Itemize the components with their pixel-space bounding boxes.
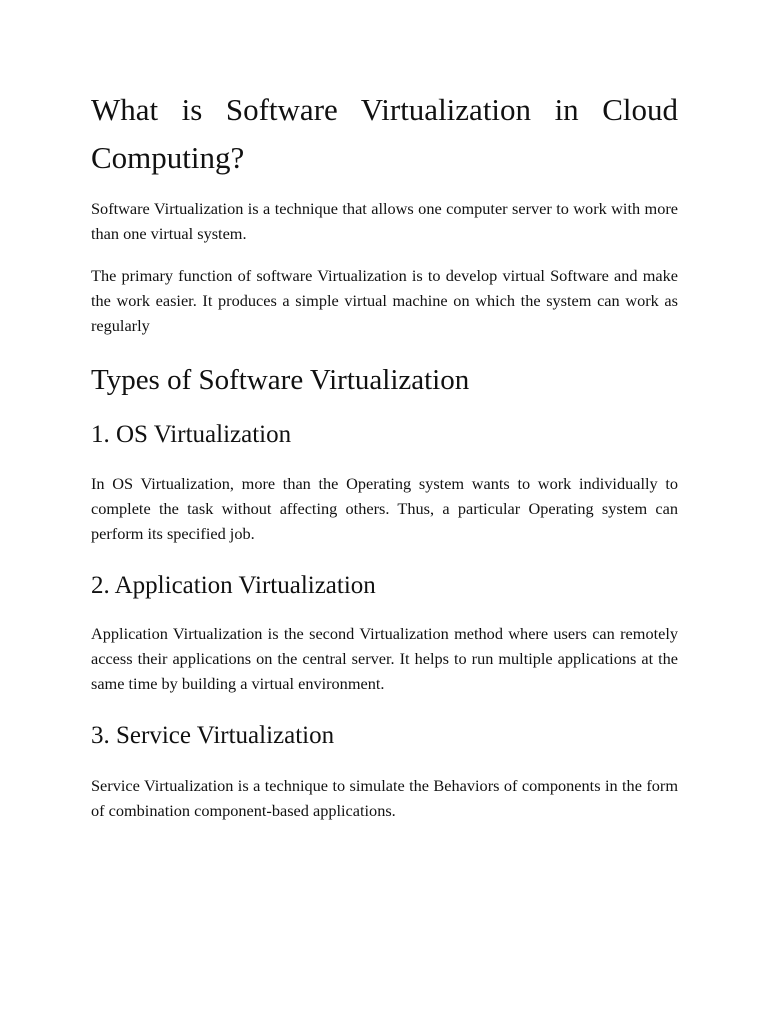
page-title: What is Software Virtualization in Cloud Computing? — [91, 92, 678, 175]
section-body-service-virtualization: Service Virtualization is a technique to simulate the Behaviors of components in the form of combination component-based applications. — [91, 776, 678, 820]
section-body-application-virtualization: Application Virtualization is the second Virtualization method where users can remotely access their applications on the central server. It helps to run multiple applications at the same time by building a virtual environment. — [91, 624, 678, 693]
section-heading-os-virtualization: 1. OS Virtualization — [91, 421, 292, 448]
document-page — [91, 0, 678, 823]
section-body-os-virtualization: In OS Virtualization, more than the Operating system wants to work individually to complete the task without affecting others. Thus, a particular Operating system can perform its specified job. — [91, 474, 678, 543]
section-heading-service-virtualization: 3. Service Virtualization — [91, 722, 335, 749]
intro-paragraph: The primary function of software Virtualization is to develop virtual Software and make the work easier. It produces a simple virtual machine on which the system can work as regularly — [91, 266, 678, 335]
types-heading: Types of Software Virtualization — [91, 364, 470, 396]
section-heading-application-virtualization: 2. Application Virtualization — [91, 572, 376, 599]
intro-paragraph: Software Virtualization is a technique that allows one computer server to work with more than one virtual system. — [91, 199, 678, 243]
